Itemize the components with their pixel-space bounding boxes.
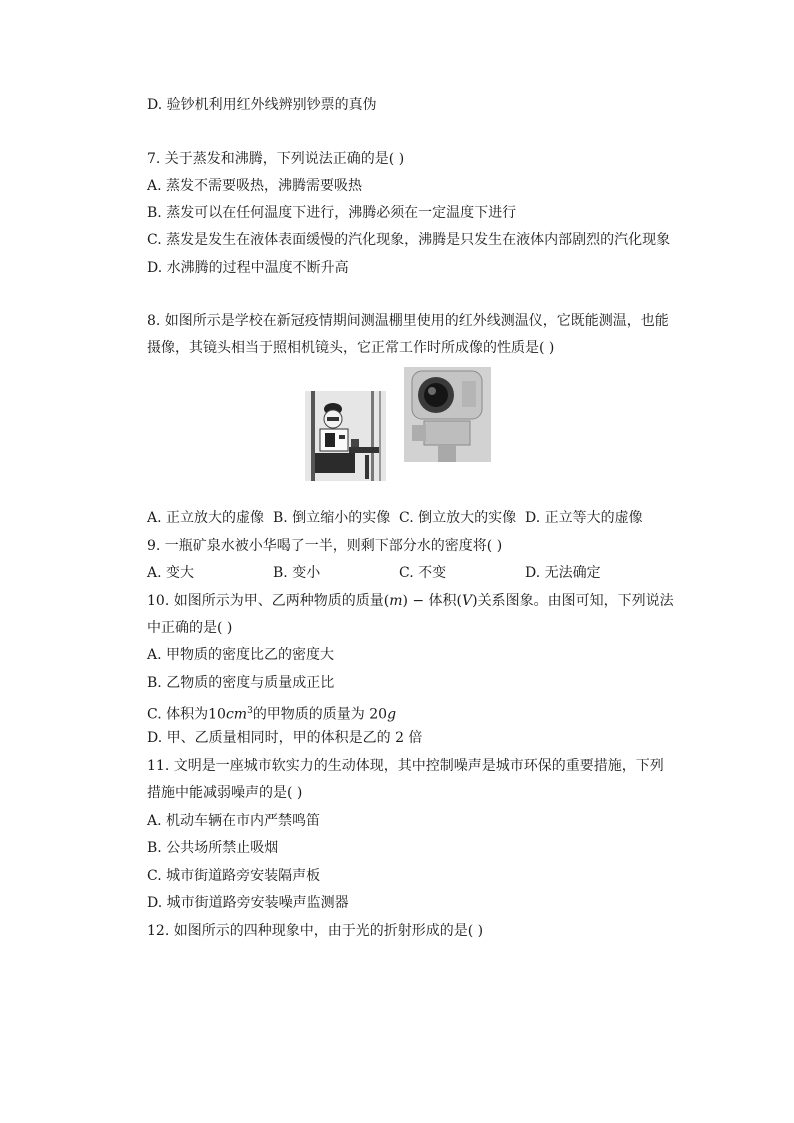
q11-option-b: B. 公共场所禁止吸烟 xyxy=(147,840,279,856)
q10-option-d: D. 甲、乙质量相同时，甲的体积是乙的 2 倍 xyxy=(147,730,423,746)
q9-option-d: D. 无法确定 xyxy=(525,565,601,581)
robot-thermometer-photo xyxy=(305,391,386,481)
q9-option-a: A. 变大 xyxy=(147,565,195,581)
q6-option-d: D. 验钞机利用红外线辨别钞票的真伪 xyxy=(147,97,377,113)
q11-option-c: C. 城市街道路旁安装隔声板 xyxy=(147,868,321,884)
q10-stem-line2: 中正确的是( ) xyxy=(147,620,233,636)
q9-option-b: B. 变小 xyxy=(273,565,321,581)
q11-stem-line1: 11. 文明是一座城市软实力的生动体现，其中控制噪声是城市环保的重要措施，下列 xyxy=(147,758,664,774)
q11-option-a: A. 机动车辆在市内严禁鸣笛 xyxy=(147,813,321,829)
infrared-camera-photo xyxy=(404,367,491,462)
q11-option-d: D. 城市街道路旁安装噪声监测器 xyxy=(147,895,349,911)
q9-options xyxy=(147,564,601,582)
q10-option-b: B. 乙物质的密度与质量成正比 xyxy=(147,675,335,691)
q11-stem-line2: 措施中能减弱噪声的是( ) xyxy=(147,785,303,801)
q10-option-c: C. 体积为$10cm^3$的甲物质的质量为 20g xyxy=(147,706,397,723)
q9-option-c: C. 不变 xyxy=(399,565,447,581)
q12-stem: 12. 如图所示的四种现象中，由于光的折射形成的是( ) xyxy=(147,923,484,939)
q8-option-b: B. 倒立缩小的实像 xyxy=(273,510,391,526)
q8-option-d: D. 正立等大的虚像 xyxy=(525,510,643,526)
q10-stem-line1: 10. 如图所示为甲、乙两种物质的质量(m) − 体积(V)关系图象。由图可知，下列说法 xyxy=(147,593,674,609)
q8-stem-line2: 摄像，其镜头相当于照相机镜头，它正常工作时所成像的性质是( ) xyxy=(147,340,555,356)
q7-option-b: B. 蒸发可以在任何温度下进行，沸腾必须在一定温度下进行 xyxy=(147,205,517,221)
q9-stem: 9. 一瓶矿泉水被小华喝了一半，则剩下部分水的密度将( ) xyxy=(147,538,503,554)
q7-stem: 7. 关于蒸发和沸腾，下列说法正确的是( ) xyxy=(147,151,405,167)
q7-option-d: D. 水沸腾的过程中温度不断升高 xyxy=(147,260,349,276)
q8-options xyxy=(147,509,643,527)
q7-option-c: C. 蒸发是发生在液体表面缓慢的汽化现象，沸腾是只发生在液体内部剧烈的汽化现象 xyxy=(147,232,671,248)
q10-option-a: A. 甲物质的密度比乙的密度大 xyxy=(147,647,335,663)
q7-option-a: A. 蒸发不需要吸热，沸腾需要吸热 xyxy=(147,178,363,194)
q8-stem-line1: 8. 如图所示是学校在新冠疫情期间测温棚里使用的红外线测温仪，它既能测温，也能 xyxy=(147,313,669,329)
q8-option-c: C. 倒立放大的实像 xyxy=(399,510,517,526)
q8-option-a: A. 正立放大的虚像 xyxy=(147,510,265,526)
